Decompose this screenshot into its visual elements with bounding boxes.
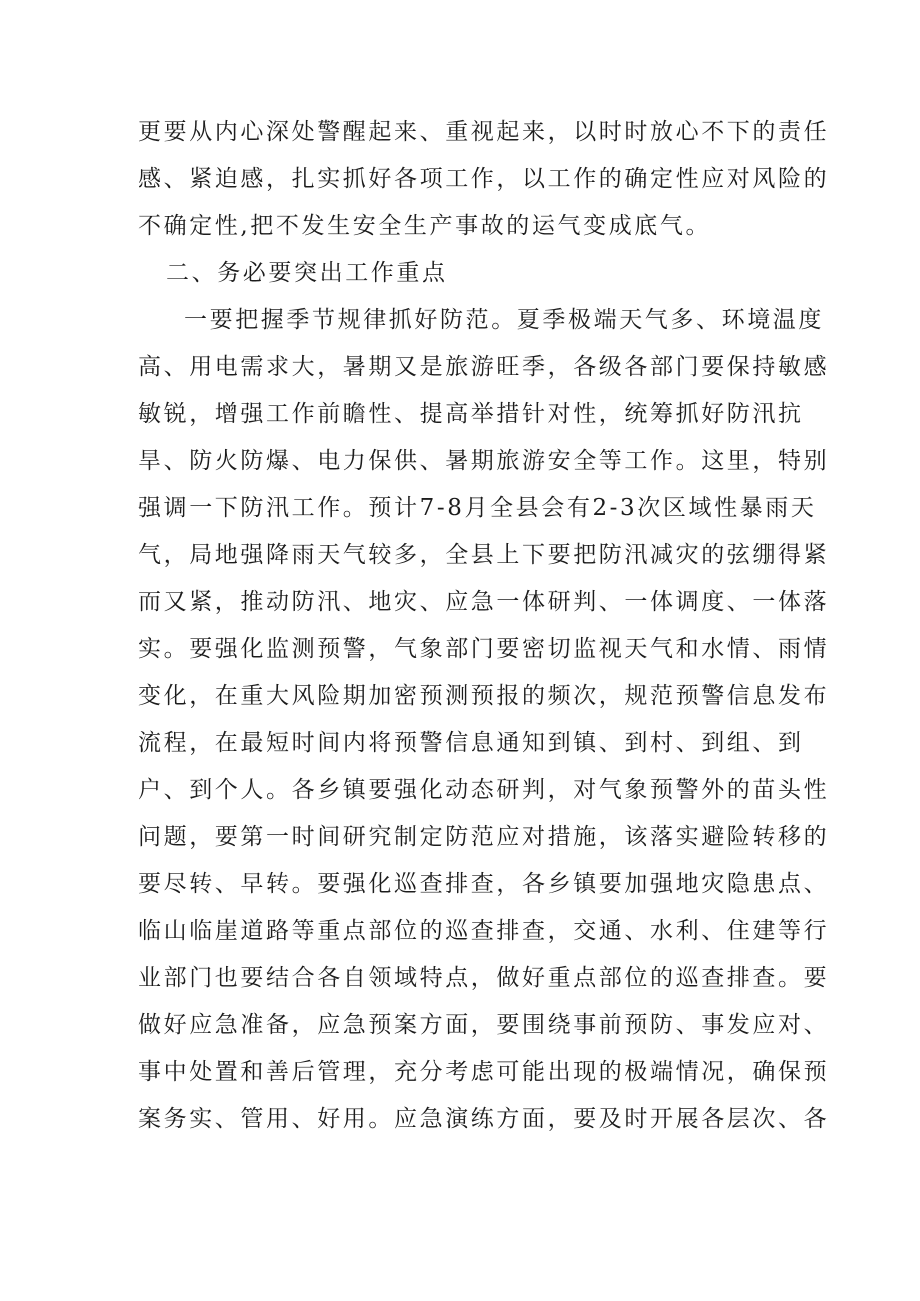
text-line: 变化，在重大风险期加密预测预报的频次，规范预警信息发布	[138, 683, 830, 709]
text-line: 要尽转、早转。要强化巡查排查，各乡镇要加强地灾隐患点、	[138, 871, 830, 897]
text-line: 更要从内心深处警醒起来、重视起来，以时时放心不下的责任	[138, 119, 830, 145]
text-line: 实。要强化监测预警，气象部门要密切监视天气和水情、雨情	[138, 636, 830, 662]
text-line: 一要把握季节规律抓好防范。夏季极端天气多、环境温度	[184, 307, 824, 333]
text-line: 强调一下防汛工作。预计7-8月全县会有2-3次区域性暴雨天	[138, 495, 817, 521]
text-line: 不确定性,把不发生安全生产事故的运气变成底气。	[138, 213, 712, 239]
text-line: 高、用电需求大，暑期又是旅游旺季，各级各部门要保持敏感	[138, 354, 830, 380]
text-line: 做好应急准备，应急预案方面，要围绕事前预防、事发应对、	[138, 1012, 830, 1038]
text-line: 敏锐，增强工作前瞻性、提高举措针对性，统筹抓好防汛抗	[138, 401, 804, 427]
text-line: 户、到个人。各乡镇要强化动态研判，对气象预警外的苗头性	[138, 777, 830, 803]
text-line: 案务实、管用、好用。应急演练方面，要及时开展各层次、各	[138, 1106, 830, 1132]
text-line: 而又紧，推动防汛、地灾、应急一体研判、一体调度、一体落	[138, 589, 830, 615]
text-line: 流程，在最短时间内将预警信息通知到镇、到村、到组、到	[138, 730, 804, 756]
text-line: 气，局地强降雨天气较多，全县上下要把防汛减灾的弦绷得紧	[138, 542, 830, 568]
text-line: 问题，要第一时间研究制定防范应对措施，该落实避险转移的	[138, 824, 830, 850]
text-line: 临山临崖道路等重点部位的巡查排查，交通、水利、住建等行	[138, 918, 830, 944]
text-line: 业部门也要结合各自领域特点，做好重点部位的巡查排查。要	[138, 965, 830, 991]
body-text	[138, 109, 830, 1143]
text-line: 旱、防火防爆、电力保供、暑期旅游安全等工作。这里，特别	[138, 448, 830, 474]
text-line: 事中处置和善后管理，充分考虑可能出现的极端情况，确保预	[138, 1059, 830, 1085]
section-heading: 二、务必要突出工作重点	[166, 260, 448, 286]
text-line: 感、紧迫感，扎实抓好各项工作，以工作的确定性应对风险的	[138, 166, 830, 192]
